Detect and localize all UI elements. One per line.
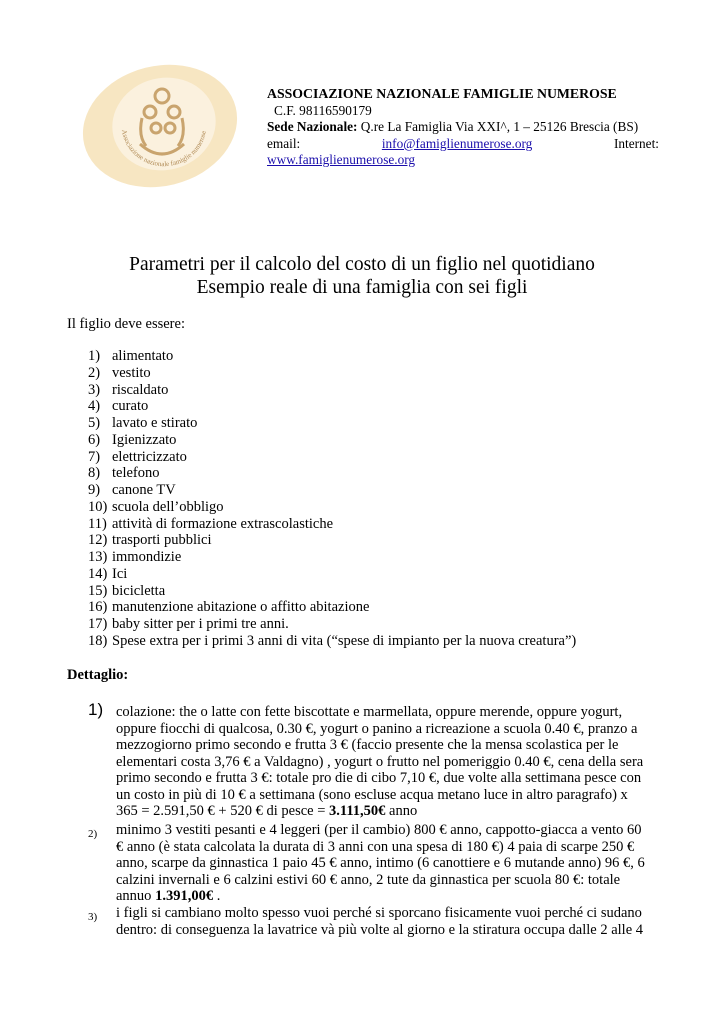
title-line-2: Esempio reale di una famiglia con sei figli xyxy=(196,276,528,298)
list-item-number: 17) xyxy=(88,616,108,632)
list-item-text: lavato e stirato xyxy=(112,415,198,431)
list-item-text: baby sitter per i primi tre anni. xyxy=(112,616,289,632)
list-item xyxy=(88,449,576,466)
document-title xyxy=(0,254,724,299)
list-item xyxy=(88,549,576,566)
list-item-text: bicicletta xyxy=(112,582,166,599)
list-item-text: immondizie xyxy=(112,549,182,565)
association-header xyxy=(267,86,659,169)
list-item xyxy=(88,482,576,499)
list-item-text: scuola dell’obbligo xyxy=(112,498,224,515)
list-item-text: Spese extra per i primi 3 anni di vita (“spese di impianto per la nuova creatura”) xyxy=(112,632,577,649)
contact-row xyxy=(267,136,659,153)
association-logo xyxy=(80,60,240,192)
list-item xyxy=(88,415,576,432)
list-item-number: 8) xyxy=(88,465,101,482)
list-item-text: Ici xyxy=(112,565,128,582)
detail-number: 3) xyxy=(88,911,98,923)
headquarters-address: Q.re La Famiglia Via XXI^, 1 – 25126 Brescia (BS) xyxy=(357,119,639,134)
list-item-number: 1) xyxy=(88,348,101,364)
list-item xyxy=(88,599,576,616)
association-name: ASSOCIAZIONE NAZIONALE FAMIGLIE NUMEROSE xyxy=(267,86,617,101)
list-item-number: 18) xyxy=(88,632,108,649)
email-label: email: xyxy=(267,135,301,151)
dettaglio-heading: Dettaglio: xyxy=(67,667,129,683)
list-item-number: 12) xyxy=(88,532,108,549)
list-item-text: canone TV xyxy=(112,482,176,498)
list-item-number: 9) xyxy=(88,482,101,498)
list-item-text: trasporti pubblici xyxy=(112,532,212,549)
detail-text: minimo 3 vestiti pesanti e 4 leggeri (per il cambio) 800 € anno, cappotto-giacca a vento 60 € anno (è stata calcolata la durata di 3 anni con una spesa di 180 €) 4 paia di scarpe 250 € anno, scarpe da ginnastica 1 paio 45 € anno, intimo (6 canottiere e 6 mutande anno) 96 €, 6 calzini invernali e 6 calzini estivi 60 € anno, 2 tute da ginnastica per scuola 80 €: totale annuo 1.391,00€ . xyxy=(116,822,645,904)
detail-text: i figli si cambiano molto spesso vuoi perché si sporcano fisicamente vuoi perché ci sudano dentro: di conseguenza la lavatrice và più volte al giorno e la stiratura occupa dalle 2 alle 4 xyxy=(116,905,644,938)
detail-number: 1) xyxy=(88,700,104,719)
list-item xyxy=(88,465,576,482)
headquarters xyxy=(267,119,659,136)
list-item xyxy=(88,382,576,399)
detail-item-2 xyxy=(88,822,648,905)
detail-text: colazione: the o latte con fette biscottate e marmellata, oppure merende, oppure yogurt, oppure fiocchi di qualcosa, 0.30 €, yogurt o panino a ricreazione a scuola 0.40 €, pranzo a mezzogiorno primo secondo e frutta 3 € (faccio presente che la mensa scolastica per le elementari costa 3,76 € a Valdagno) , yogurt o frutto nel pomeriggio 0.40 €, cena della sera primo secondo e frutta 3 €: totale pro die di cibo 7,10 €, due volte alla settimana pesce con un costo in più di 10 € a settimana (sono escluse acqua metano luce in altro paragrafo) x 365 = 2.591,50 € + 520 € di pesce = 3.111,50€ anno xyxy=(116,704,644,819)
list-item xyxy=(88,516,576,533)
list-item-number: 7) xyxy=(88,448,101,465)
list-item xyxy=(88,566,576,583)
intro-text: Il figlio deve essere: xyxy=(67,316,185,332)
list-item-text: alimentato xyxy=(112,348,174,364)
headquarters-label: Sede Nazionale: xyxy=(267,119,358,134)
internet-label: Internet: xyxy=(613,135,659,151)
detail-total: 1.391,00€ xyxy=(155,888,214,904)
needs-list xyxy=(88,348,576,650)
detail-total: 3.111,50€ xyxy=(329,803,386,819)
list-item-number: 13) xyxy=(88,549,108,565)
list-item-text: riscaldato xyxy=(112,381,169,398)
list-item-text: attività di formazione extrascolastiche xyxy=(112,515,334,532)
list-item-text: vestito xyxy=(112,364,151,381)
website-link[interactable]: www.famiglienumerose.org xyxy=(267,152,416,167)
list-item-number: 3) xyxy=(88,381,101,398)
list-item-text: telefono xyxy=(112,465,160,482)
list-item-number: 14) xyxy=(88,565,108,582)
list-item xyxy=(88,348,576,365)
list-item xyxy=(88,398,576,415)
list-item-number: 11) xyxy=(88,515,107,532)
fiscal-code: C.F. 98116590179 xyxy=(274,102,372,118)
list-item xyxy=(88,365,576,382)
list-item xyxy=(88,583,576,600)
list-item-number: 2) xyxy=(88,364,101,381)
list-item-number: 5) xyxy=(88,415,101,431)
logo-text: Associazione nazionale famiglie numerose xyxy=(119,128,208,169)
list-item xyxy=(88,633,576,650)
list-item xyxy=(88,616,576,633)
list-item-text: manutenzione abitazione o affitto abitazione xyxy=(112,599,370,616)
list-item xyxy=(88,499,576,516)
detail-item-1 xyxy=(88,700,648,820)
list-item-number: 15) xyxy=(88,582,108,599)
detail-item-3 xyxy=(88,905,648,938)
list-item-number: 16) xyxy=(88,599,108,616)
list-item xyxy=(88,432,576,449)
list-item-text: Igienizzato xyxy=(112,431,177,448)
list-item-number: 4) xyxy=(88,398,101,415)
list-item xyxy=(88,532,576,549)
list-item-number: 10) xyxy=(88,498,108,515)
list-item-text: elettricizzato xyxy=(112,448,187,465)
list-item-text: curato xyxy=(112,398,149,415)
list-item-number: 6) xyxy=(88,431,101,448)
title-line-1: Parametri per il calcolo del costo di un figlio nel quotidiano xyxy=(129,254,595,275)
email-link[interactable]: info@famiglienumerose.org xyxy=(381,135,533,151)
detail-number: 2) xyxy=(88,828,98,840)
